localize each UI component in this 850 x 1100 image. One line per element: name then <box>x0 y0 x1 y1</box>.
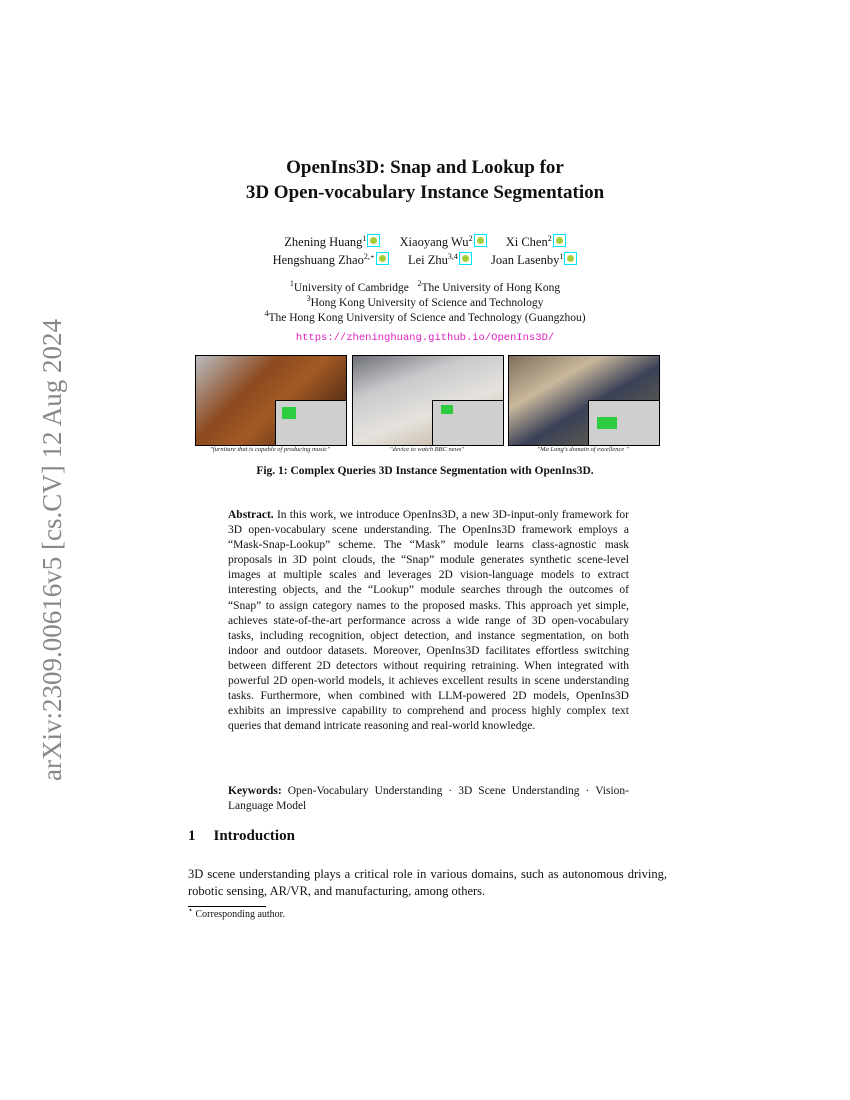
section-number: 1 <box>188 828 196 844</box>
highlight-mask <box>282 407 296 419</box>
highlight-mask <box>597 417 617 429</box>
section-heading <box>188 828 295 845</box>
scene-image-3 <box>508 355 660 446</box>
orcid-icon[interactable] <box>367 234 380 247</box>
affiliations: $^1$University of Cambridge $^2$The University of Hong Kong $^3$Hong Kong University of Science and Technology $^4$The Hong Kong University of Science and Technology (Guangzhou) <box>264 279 586 324</box>
author: Lei Zhu$^{3,4}$ <box>408 253 472 267</box>
keywords-label: Keywords: <box>228 785 282 797</box>
orcid-icon[interactable] <box>474 234 487 247</box>
author: Xi Chen$^2$ <box>506 235 566 249</box>
author-list <box>0 233 850 269</box>
project-link[interactable]: https://zheninghuang.github.io/OpenIns3D/ <box>295 332 555 344</box>
orcid-icon[interactable] <box>564 252 577 265</box>
title-line-1: OpenIns3D: Snap and Lookup for <box>286 157 564 178</box>
panel-caption: "furniture that is capable of producing music" <box>210 446 330 453</box>
author: Hengshuang Zhao$^{2,⋆}$ <box>273 253 389 267</box>
author: Xiaoyang Wu$^2$ <box>400 235 487 249</box>
inset-render <box>588 400 659 445</box>
inset-render <box>432 400 503 445</box>
highlight-mask <box>441 405 453 414</box>
orcid-icon[interactable] <box>459 252 472 265</box>
author: Joan Lasenby$^1$ <box>491 253 577 267</box>
orcid-icon[interactable] <box>376 252 389 265</box>
abstract <box>228 508 629 734</box>
keywords-text: Open-Vocabulary Understanding · 3D Scene Understanding · Vision-Language Model <box>228 785 629 813</box>
footnote: ⋆ Corresponding author. <box>188 905 285 920</box>
abstract-label: Abstract. <box>228 509 274 521</box>
scene-image-1 <box>195 355 347 446</box>
paper-title <box>0 155 850 205</box>
figure-caption: Fig. 1: Complex Queries 3D Instance Segmentation with OpenIns3D. <box>256 465 594 477</box>
author: Zhening Huang$^1$ <box>284 235 380 249</box>
figure-1 <box>195 355 660 453</box>
intro-paragraph: 3D scene understanding plays a critical role in various domains, such as autonomous driving, robotic sensing, AR/VR, and manufacturing, among others. <box>188 867 667 898</box>
orcid-icon[interactable] <box>553 234 566 247</box>
section-title: Introduction <box>213 828 295 844</box>
panel-caption: "device to watch BBC news" <box>389 446 465 453</box>
keywords <box>228 784 629 814</box>
inset-render <box>275 400 346 445</box>
footnote-rule <box>188 906 266 907</box>
abstract-text: In this work, we introduce OpenIns3D, a new 3D-input-only framework for 3D open-vocabulary scene understanding. The OpenIns3D framework employs a “Mask-Snap-Lookup” scheme. The “Mask” module learns class-agnostic mask proposals in 3D point clouds, the “Snap” module generates synthetic scene-level images at multiple scales and leverages 2D vision-language models to extract interesting objects, and the “Lookup” module searches through the outcomes of “Snap” to assign category names to the proposed masks. This approach yet simple, achieves state-of-the-art performance across a wide range of 3D open-vocabulary tasks, including recognition, object detection, and instance segmentation, on both indoor and outdoor datasets. Moreover, OpenIns3D facilitates effortless switching between different 2D detectors without requiring retraining. When integrated with powerful 2D open-world models, it achieves excellent results in scene understanding tasks. Furthermore, when combined with LLM-powered 2D models, OpenIns3D exhibits an impressive capability to comprehend and process highly complex text queries that demand intricate reasoning and real-world knowledge. <box>228 509 630 733</box>
title-line-2: 3D Open-vocabulary Instance Segmentation <box>245 182 605 203</box>
arxiv-stamp: arXiv:2309.00616v5 [cs.CV] 12 Aug 2024 <box>37 319 67 781</box>
panel-caption: "Ma Long's domain of excellence " <box>537 446 629 453</box>
scene-image-2 <box>352 355 504 446</box>
